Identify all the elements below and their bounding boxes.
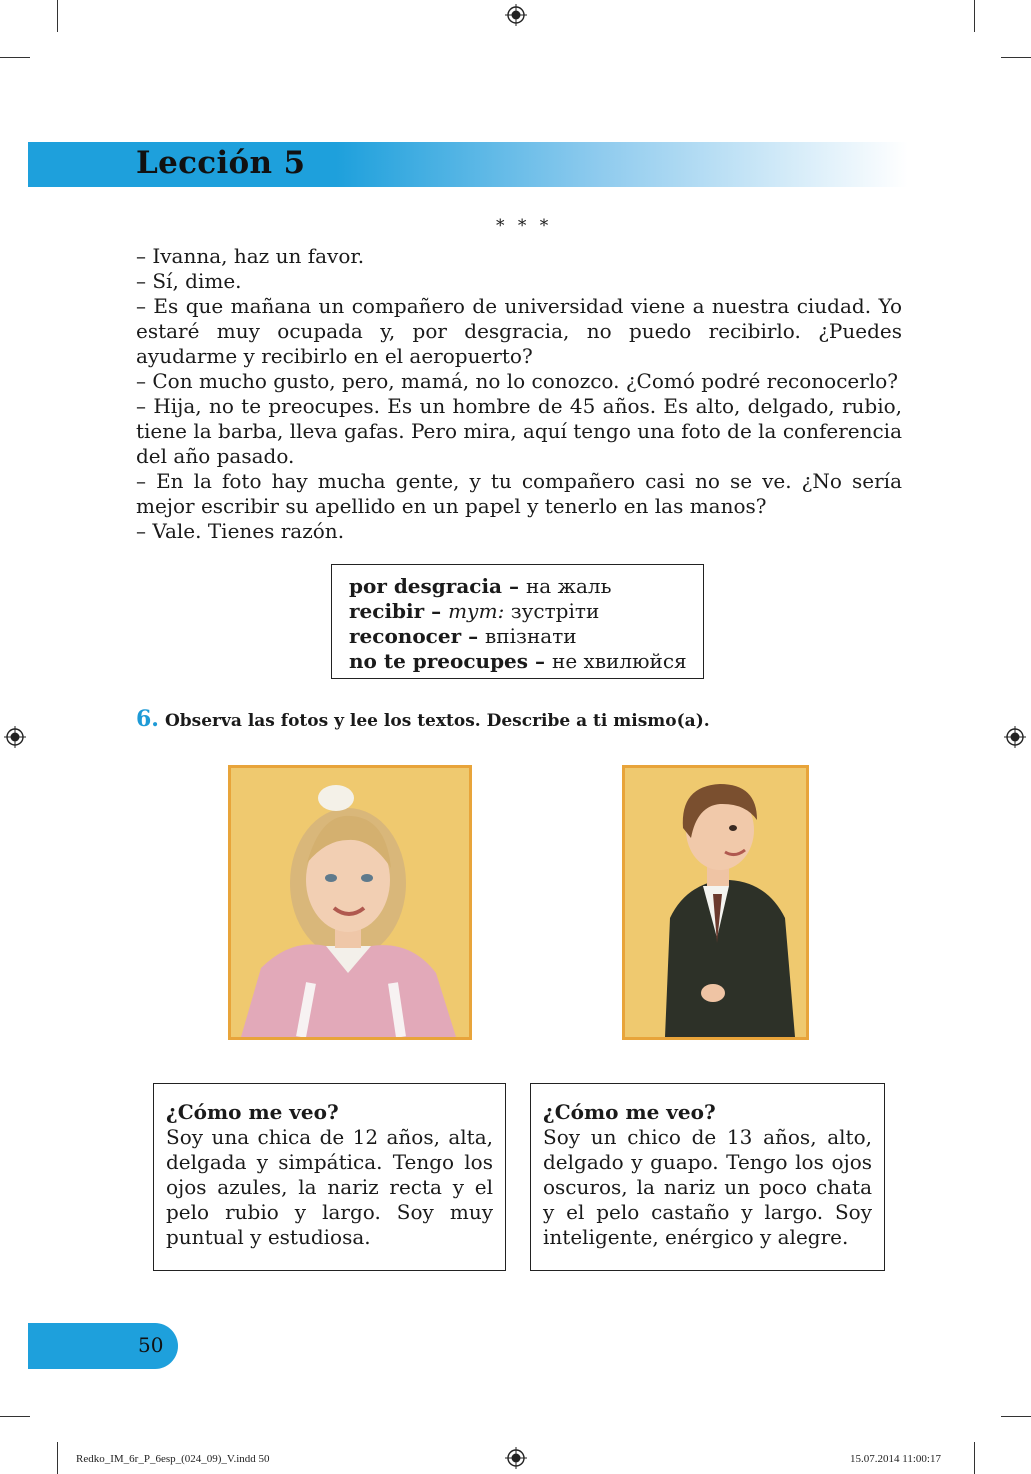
card-text: Soy una chica de 12 años, alta, delgada y simpática. Tengo los ojos azules, la nariz recta y el pelo rubio y largo. Soy muy puntual y estudiosa. [166, 1125, 493, 1249]
girl-photo [228, 765, 472, 1040]
registration-mark-icon [4, 726, 26, 748]
card-text: Soy un chico de 13 años, alto, delgado y guapo. Tengo los ojos oscuros, la nariz un poco chata y el pelo castaño y largo. Soy inteligente, enérgico y alegre. [543, 1125, 872, 1249]
crop-mark [57, 1442, 58, 1474]
vocabulary-term: no te preocupes [349, 649, 529, 673]
slug-filename: Redko_IM_6r_P_6esp_(024_09)_V.indd 50 [76, 1453, 270, 1465]
vocabulary-translation: зустріти [504, 599, 600, 623]
crop-mark [974, 0, 975, 32]
vocabulary-term: recibir [349, 599, 425, 623]
exercise-heading [136, 706, 710, 732]
description-card-girl [153, 1083, 506, 1271]
exercise-number: 6. [136, 706, 159, 732]
vocabulary-row [349, 624, 703, 649]
vocabulary-box [331, 564, 704, 679]
lesson-title: Lección 5 [136, 145, 306, 181]
vocabulary-dash: – [528, 649, 552, 673]
exercise-instruction: Observa las fotos y lee los textos. Describe a ti mismo(a). [164, 711, 710, 731]
vocabulary-row [349, 599, 703, 624]
vocabulary-translation: не хвилюйся [551, 649, 687, 673]
vocabulary-translation: впізнати [485, 624, 577, 648]
registration-mark-icon [1004, 726, 1026, 748]
vocabulary-row [349, 574, 703, 599]
crop-mark [0, 57, 30, 58]
dialog-line: – Hija, no te preocupes. Es un hombre de 45 años. Es alto, delgado, rubio, tiene la barba, lleva gafas. Pero mira, aquí tengo una foto de la conferencia del año pasado. [136, 394, 902, 468]
vocabulary-dash: – [502, 574, 526, 598]
vocabulary-dash: – [461, 624, 486, 648]
vocabulary-translation: на жаль [525, 574, 612, 598]
vocabulary-note: тут: [448, 599, 505, 623]
page-number: 50 [138, 1333, 164, 1357]
crop-mark [974, 1442, 975, 1474]
dialog-line: – Con mucho gusto, pero, mamá, no lo conozco. ¿Comó podré reconocerlo? [136, 369, 898, 393]
dialog-text [136, 244, 902, 544]
dialog-line: – Es que mañana un compañero de universidad viene a nuestra ciudad. Yo estaré muy ocupada y, por desgracia, no puedo recibirlo. ¿Puedes ayudarme y recibirlo en el aeropuerto? [136, 294, 902, 368]
vocabulary-row [349, 649, 703, 674]
boy-photo [622, 765, 809, 1040]
registration-mark-icon [505, 1447, 527, 1469]
vocabulary-term: por desgracia [349, 574, 503, 598]
vocabulary-term: reconocer [349, 624, 462, 648]
dialog-line: – Ivanna, haz un favor. [136, 244, 365, 268]
registration-mark-icon [505, 4, 527, 26]
dialog-line: – Vale. Tienes razón. [136, 519, 345, 543]
dialog-line: – Sí, dime. [136, 269, 242, 293]
section-separator: * * * [496, 216, 553, 236]
crop-mark [57, 0, 58, 32]
vocabulary-dash: – [424, 599, 449, 623]
card-title: ¿Cómo me veo? [166, 1100, 339, 1124]
crop-mark [1001, 57, 1031, 58]
dialog-line: – En la foto hay mucha gente, y tu compañero casi no se ve. ¿No sería mejor escribir su apellido en un papel y tenerlo en las manos? [136, 469, 902, 518]
crop-mark [0, 1416, 30, 1417]
crop-mark [1001, 1416, 1031, 1417]
card-title: ¿Cómo me veo? [543, 1100, 716, 1124]
description-card-boy [530, 1083, 885, 1271]
slug-datetime: 15.07.2014 11:00:17 [850, 1453, 941, 1465]
